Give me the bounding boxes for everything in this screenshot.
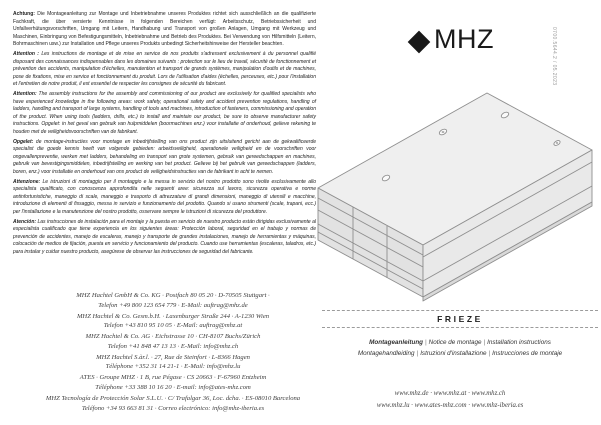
warning-lead: Attenzione: [13, 178, 41, 185]
website-block [322, 388, 578, 412]
product-name: FRIEZE [437, 314, 483, 324]
mhz-logo [407, 26, 494, 53]
dashed-rule-top [322, 310, 598, 311]
pipe-separator: | [425, 339, 427, 346]
warning-lead: Attention : [13, 51, 39, 57]
subtitle-lines [322, 337, 598, 360]
warning-dutch: Opgelet: de montage-instructies voor montage en inbedrijfstelling van ons product zijn uitsluitend gericht aan de gekwalificeerde specialist die goede kennis heeft van volgende gebieden: arbeidsveiligheid, operationele veiligheid en de voorschriften voor ongevallenpreventie, werken met ladders, behandeling en transport van grote systemen, gebruik van gereedschappen en machines, gebruik van bevestigingsmiddelen, inbedrijfstelling en werking van het product. Gelieve bij het gebruik van gereedschappen (ladders, boren, enz.) voor installatie en onderhoud van ons product de veiligheidsinstructies van de fabrikant in acht te nemen. [13, 138, 317, 175]
address-block [6, 291, 340, 415]
subtitle-line-1: Montageanleitung | Notice de montage | Installation instructions [369, 339, 551, 346]
warning-italian: Attenzione: Le istruzioni di montaggio per il montaggio e la messa in servizio del nostro prodotto sono rivolte esclusivamente allo specialista qualificato, con conoscenza approfondita nelle seguenti aree: sicurezza sul lavoro, sicurezza operativa e norme antinfortunistiche, maneggio di scale, maneggio e trasporto di attrezzature di grandi dimensioni, maneggio di utensili e macchine, introduzione di elementi di fissaggio, messa in servizio e funzionamento del prodotto. Quando si usano strumenti (scale, trapani, ecc.) per l'installazione e la manutenzione del nostro prodotto, osservare sempre le istruzioni di sicurezza del produttore. [13, 178, 316, 215]
warning-french: Attention : Les instructions de montage et de mise en service de nos produits s'adressent exclusivement à du personnel qualifié disposant des connaissances indispensables dans les domaines suivants : protection sur le lieu de travail, sécurité de fonctionnement et prévention des accidents, manipulation d'échelles, manutention et transport de grands systèmes, manipulation d'outils et de machines, pose de fixations, mise en service et fonctionnement du produit. Lors de l'utilisation d'aides (échelles, perceuses, etc.) pour l'installation et l'entretien de notre produit, il est essentiel de respecter les consignes de sécurité du fabricant. [13, 51, 317, 87]
document-number: 0700.5644.2 / 05.2023 [551, 27, 557, 86]
subtitle-line-2: Montagehandleiding | Istruzioni d'installazione | Instrucciones de montaje [357, 350, 563, 358]
warning-spanish: Atención: Las instrucciones de instalación para el montaje y la puesta en servicio de nuestro producto están dirigidas exclusivamente al especialista cualificado que tiene experiencia en los siguientes áreas: Protección laboral, seguridad en el trabajo y normas de prevención de accidentes, manejo de escaleras, manejo y transporte de grandes instalaciones, manejo de herramientas y máquinas, colocación de medios de fijación, puesta en servicio y funcionamiento del producto. Cuando use herramientas (escaleras, taladros, etc.) para instalar y cuidar nuestro producto, asegúrese de observar las instrucciones de seguridad del fabricante. [13, 218, 316, 255]
website-line-1: www.mhz.de · www.mhz.at · www.mhz.ch [394, 390, 506, 397]
warning-lead: Achtung: [13, 11, 35, 17]
address-germany: MHZ Hachtel GmbH & Co. KG · Postfach 80 05 20 · D-70505 Stuttgart · Telefon +49 800 123 654 779 · E-Mail: auftrag@mhz.de [76, 292, 270, 309]
product-block [322, 310, 598, 360]
address-france: ATES · Groupe MHZ · 1 B, rue Pégase · CS 20663 · F-67960 Entzheim Téléphone +33 388 10 16 20 · E-mail: info@ates-mhz.com [79, 374, 267, 391]
warning-german: Achtung: Die Montageanleitung zur Montage und Inbetriebnahme unseres Produktes richtet sich ausschließlich an die qualifizierte Fachkraft, die über versierte Kenntnisse in folgenden Bereichen verfügt: Arbeitsschutz, Betriebssicherheit und Unfallverhütungsvorschriften, Umgang mit Leitern, Handhabung und Transport von großen Anlagen, Umgang mit Werkzeug und Maschinen, Einbringung von Befestigungsmitteln, Inbetriebnahme und Betrieb des Produktes. Bei Verwendung von Hilfsmitteln (Leitern, Bohrmaschinen usw.) zur Installation und Pflege unseres Produkts unbedingt Sicherheitshinweise der Hersteller beachten. [13, 11, 316, 47]
address-austria: MHZ Hachtel & Co. Gesm.b.H. · Laxenburger Straße 244 · A-1230 Wien Telefon +43 810 95 10 05 · E-Mail: auftrag@mhz.at [76, 312, 270, 330]
logo-text: MHZ [434, 24, 494, 54]
diamond-icon [408, 30, 431, 53]
dashed-rule-bottom [322, 327, 598, 328]
profile-isometric-drawing [300, 85, 601, 310]
warning-lead: Opgelet: [13, 138, 34, 145]
warning-paragraphs [13, 11, 316, 259]
warning-english: Attention: The assembly instructions for the assembly and commissioning of our product are exclusively for qualified specialists who have experienced knowledge in the following areas: work safety, operational safety and accident prevention regulations, handling of ladders, handling and transport of large systems, handling of tools and machines, introduction of fasteners, commissioning and operation of the product. When using tools (ladders, drills, etc.) to install and maintain our product, be sure to observe manufacturer safety instructions. Opgelet: in het geval van gebruik van hulpmiddelen (boormachines enz.) voor installatie of onderhoud, gelieve rekening te houden met de veiligheidsvoorschriften van de fabrikant. [13, 91, 317, 135]
pipe-separator: | [416, 350, 419, 358]
warning-lead: Attention: [13, 91, 37, 97]
pipe-separator: | [488, 350, 491, 358]
pipe-separator: | [483, 339, 486, 346]
warning-lead: Atención: [13, 218, 37, 225]
address-spain: MHZ Tecnología de Protección Solar S.L.U. · C/ Trafalgar 36, Loc. dcha. · ES-08010 Barcelona Teléfono +34 93 663 81 31 · Correo electrónico: info@mhz-iberia.es [45, 394, 301, 412]
website-line-2: www.mhz.lu · www.ates-mhz.com · www.mhz-iberia.es [376, 401, 524, 409]
address-switzerland: MHZ Hachtel & Co. AG · Eichstrasse 10 · CH-8107 Buchs/Zürich Telefon +41 848 47 13 13 · E-Mail: info@mhz.ch [85, 333, 261, 350]
address-luxembourg: MHZ Hachtel S.àr.l. · 27, Rue de Steinfort · L-8366 Hagen Téléphone +352 31 14 21-1 · E-Mail: info@mhz.lu [96, 353, 250, 371]
